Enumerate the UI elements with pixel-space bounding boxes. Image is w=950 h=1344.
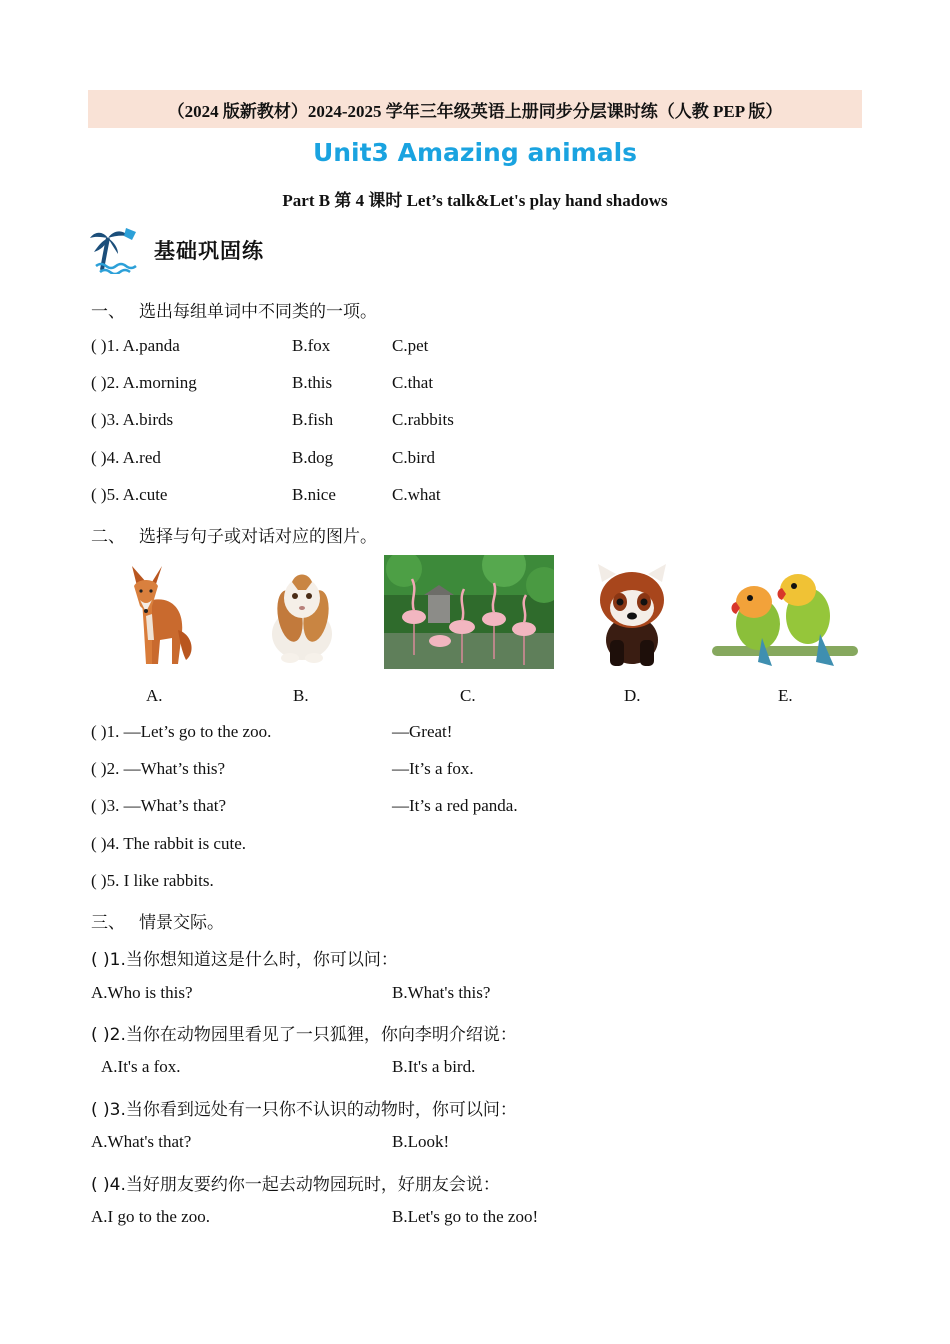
option-b: B.nice (292, 485, 336, 504)
part3-question (91, 945, 891, 970)
part2-question (91, 722, 891, 744)
header-banner: （2024 版新教材）2024-2025 学年三年级英语上册同步分层课时练（人教 PEP 版） (88, 90, 862, 128)
part2-question (91, 871, 891, 893)
palm-tree-icon (88, 226, 140, 274)
question-stem: ( )3. A.birds (91, 410, 174, 429)
option-b: B.dog (292, 448, 334, 467)
unit-title: Unit3 Amazing animals (312, 138, 638, 167)
section-heading (88, 226, 264, 274)
option-b: B.this (292, 373, 333, 392)
part3-options (91, 1132, 891, 1154)
picture-label: A. (146, 686, 163, 705)
picture-label: B. (293, 686, 309, 705)
part3-options (91, 1207, 891, 1229)
option-b: B.Let's go to the zoo! (392, 1207, 539, 1226)
parrots-picture (712, 566, 858, 668)
question-stem: ( )1.当你想知道这是什么时，你可以问： (91, 950, 398, 970)
answer-line: —It’s a red panda. (392, 796, 518, 815)
option-c: C.bird (392, 448, 435, 467)
option-a: A.I go to the zoo. (91, 1207, 210, 1226)
part2-heading (91, 522, 377, 547)
question-stem: ( )3.当你看到远处有一只你不认识的动物时，你可以问： (91, 1100, 517, 1120)
answer-line: —Great! (392, 722, 453, 741)
rabbit-picture (262, 564, 340, 664)
option-a: A.Who is this? (91, 983, 193, 1002)
option-a: A.What's that? (91, 1132, 192, 1151)
option-c: C.pet (392, 336, 429, 355)
part1-question (91, 485, 891, 507)
picture-label: C. (460, 686, 476, 705)
option-b: B.It's a bird. (392, 1057, 476, 1076)
question-stem: ( )3. —What’s that? (91, 796, 227, 815)
picture-label: E. (778, 686, 793, 705)
part2-title: 选择与句子或对话对应的图片。 (139, 527, 377, 547)
part3-question (91, 1095, 891, 1120)
question-stem: ( )1. A.panda (91, 336, 180, 355)
part3-title: 情景交际。 (139, 913, 224, 933)
question-stem: ( )2.当你在动物园里看见了一只狐狸，你向李明介绍说： (91, 1025, 517, 1045)
picture-label: D. (624, 686, 641, 705)
part1-question (91, 373, 891, 395)
option-b: B.fox (292, 336, 331, 355)
answer-line: —It’s a fox. (392, 759, 474, 778)
question-stem: ( )4. The rabbit is cute. (91, 834, 247, 853)
part3-question (91, 1020, 891, 1045)
question-stem: ( )5. A.cute (91, 485, 168, 504)
option-c: C.what (392, 485, 441, 504)
part3-number: 三、 (91, 913, 125, 933)
part2-question (91, 759, 891, 781)
part3-options (91, 1057, 891, 1079)
question-stem: ( )4.当好朋友要约你一起去动物园玩时，好朋友会说： (91, 1175, 500, 1195)
flamingos-picture (384, 555, 554, 669)
question-stem: ( )5. I like rabbits. (91, 871, 214, 890)
fox-picture (112, 560, 196, 668)
part1-heading (91, 297, 377, 322)
option-b: B.What's this? (392, 983, 491, 1002)
question-stem: ( )2. —What’s this? (91, 759, 226, 778)
option-c: C.that (392, 373, 434, 392)
part2-number: 二、 (91, 527, 125, 547)
option-a: A.It's a fox. (101, 1057, 181, 1076)
part1-question (91, 410, 891, 432)
option-c: C.rabbits (392, 410, 454, 429)
option-b: B.Look! (392, 1132, 450, 1151)
part1-number: 一、 (91, 302, 125, 322)
part3-question (91, 1170, 891, 1195)
red-panda-picture (588, 562, 676, 668)
lesson-subtitle: Part B 第 4 课时 Let’s talk&Let's play hand shadows (282, 191, 668, 210)
part1-question (91, 336, 891, 358)
part3-options (91, 983, 891, 1005)
question-stem: ( )1. —Let’s go to the zoo. (91, 722, 272, 741)
option-b: B.fish (292, 410, 334, 429)
question-stem: ( )2. A.morning (91, 373, 197, 392)
question-stem: ( )4. A.red (91, 448, 161, 467)
section-title: 基础巩固练 (154, 239, 264, 263)
part1-question (91, 448, 891, 470)
part3-heading (91, 908, 224, 933)
part1-title: 选出每组单词中不同类的一项。 (139, 302, 377, 322)
part2-question (91, 834, 891, 856)
part2-question (91, 796, 891, 818)
